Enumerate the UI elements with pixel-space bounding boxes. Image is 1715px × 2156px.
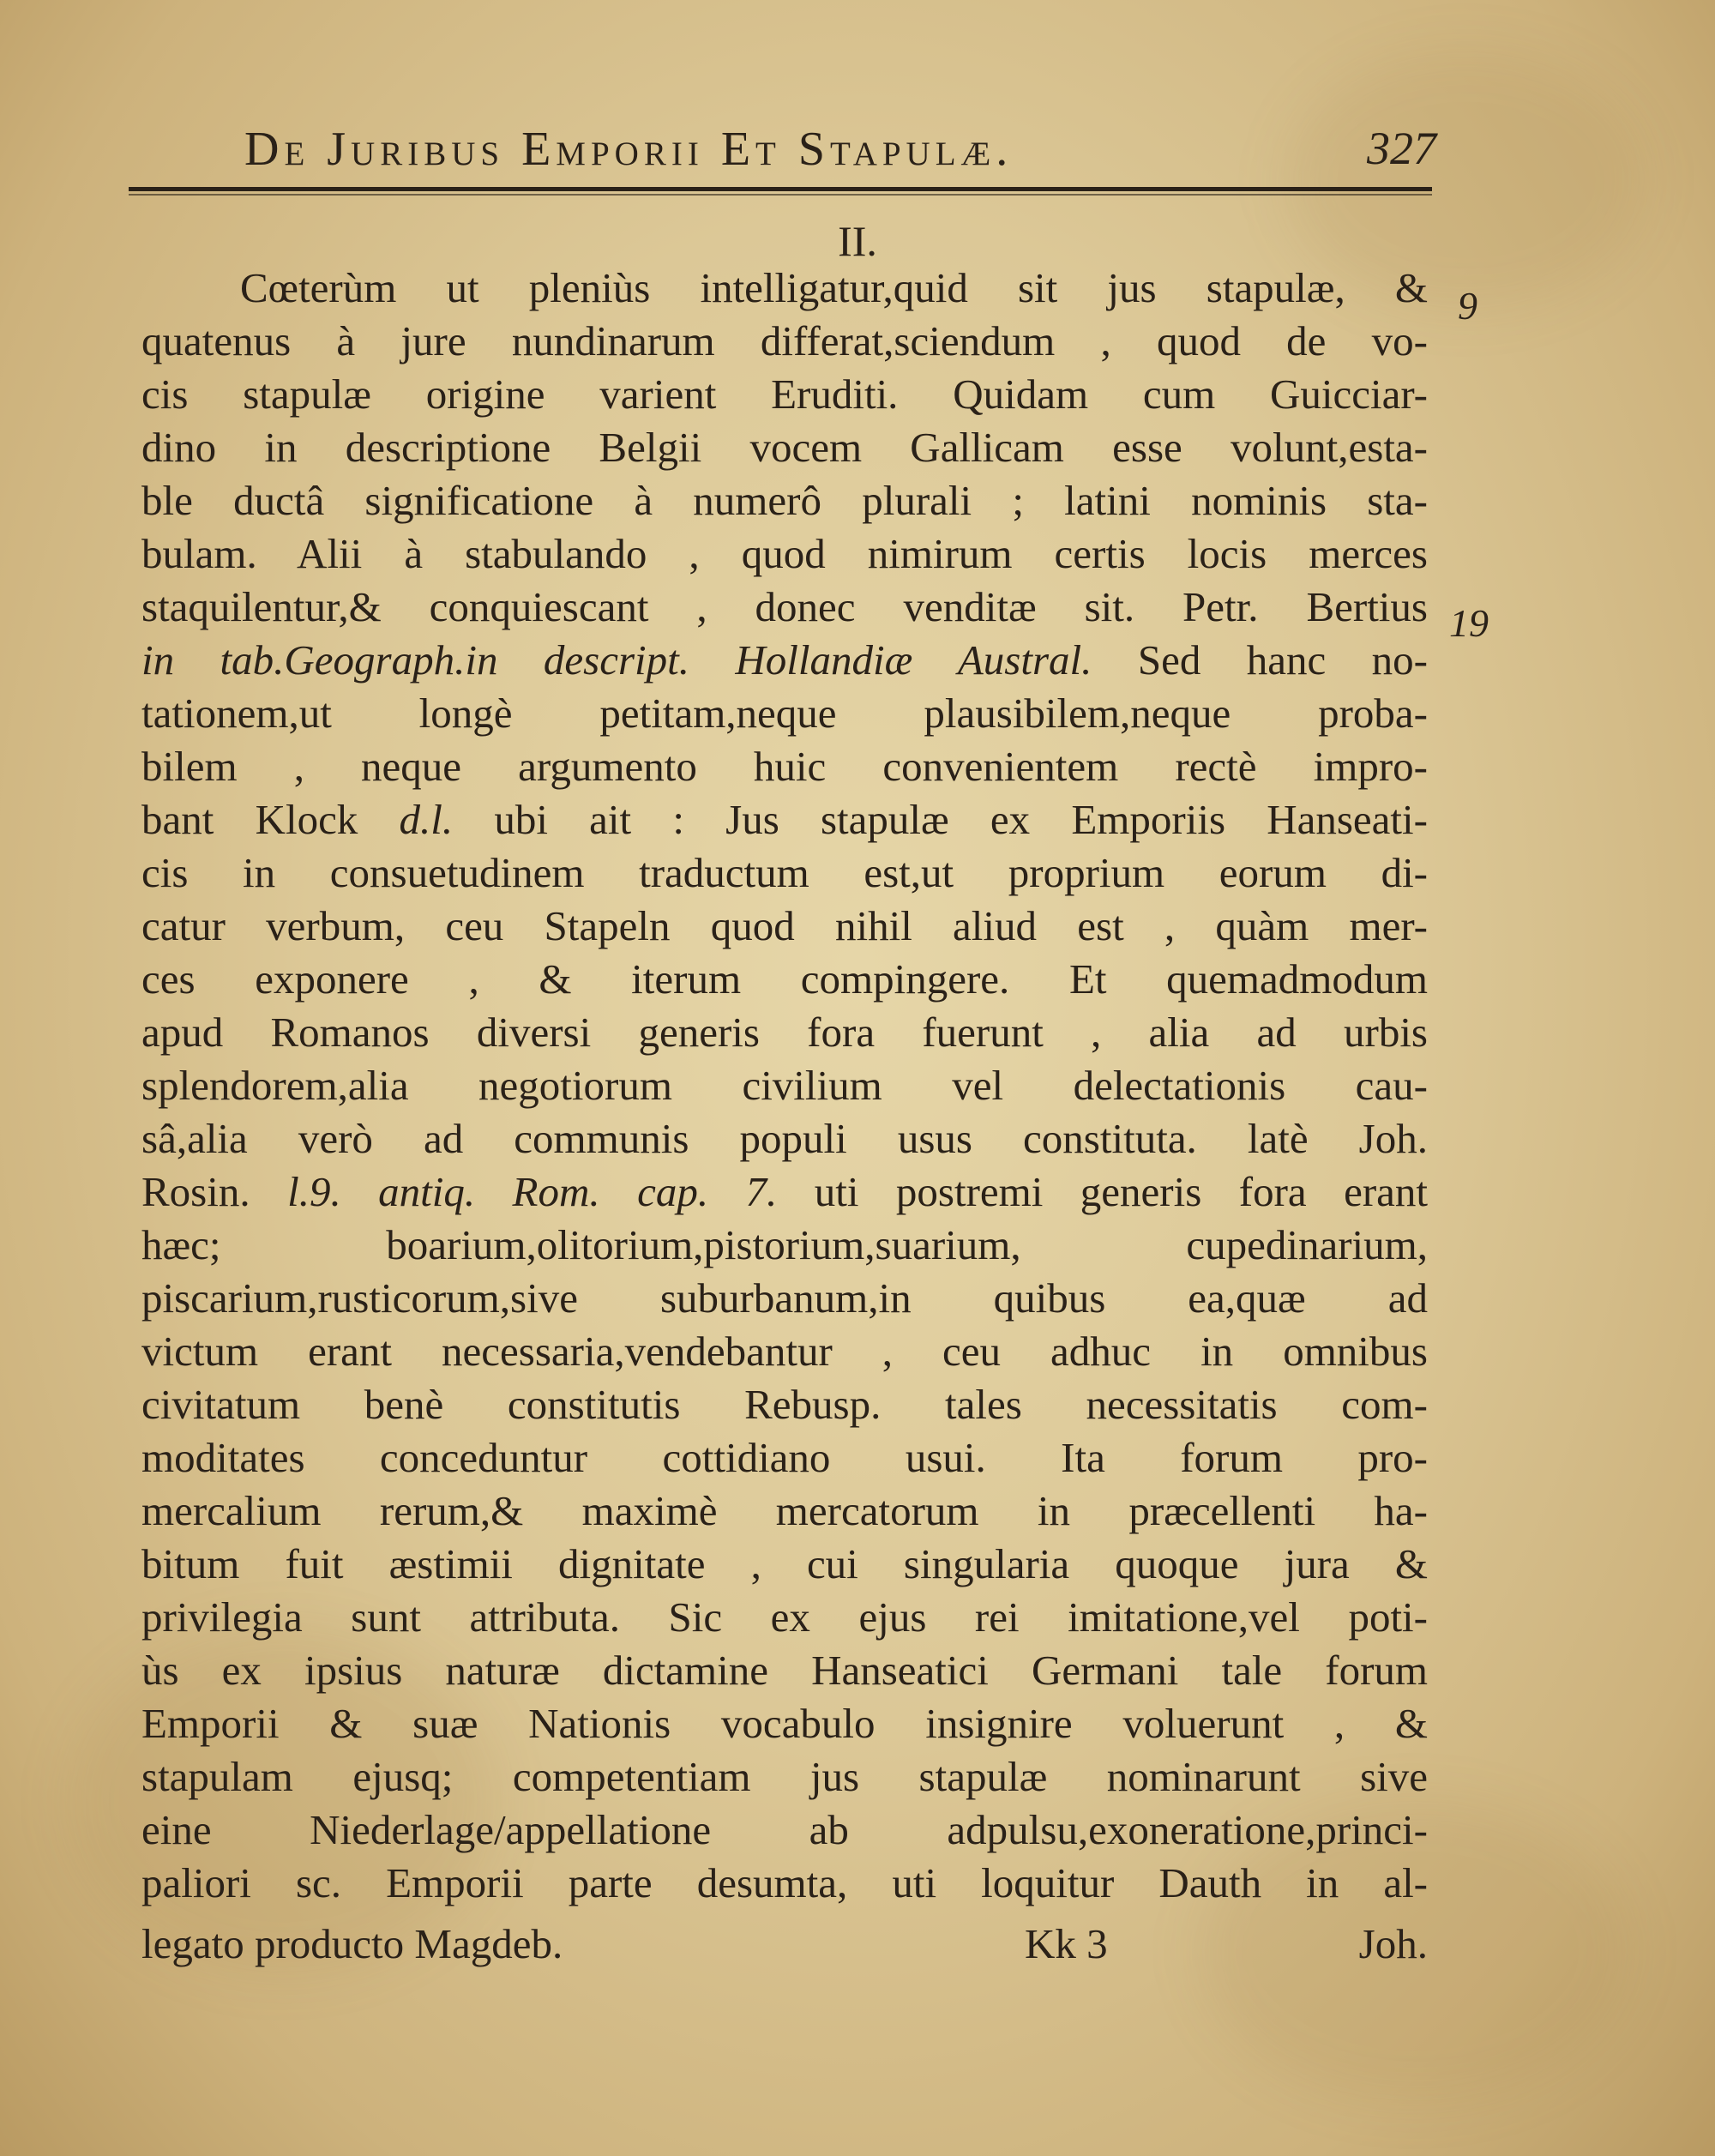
body-text <box>141 262 1428 1910</box>
text-fragment: Sed hanc no- <box>1137 636 1428 684</box>
text-line: stapulam ejusq; competentiam jus stapulæ nominarunt sive <box>141 1753 1428 1800</box>
text-line: bulam. Alii à stabulando , quod nimirum certis locis merces <box>141 530 1428 577</box>
text-line: ces exponere , & iterum compingere. Et quemadmodum <box>141 955 1428 1003</box>
catchword: Joh. <box>1358 1920 1428 1967</box>
section-numeral: II. <box>838 217 877 265</box>
signature-mark: Kk 3 <box>1025 1920 1108 1967</box>
text-line-mixed <box>141 634 1428 687</box>
citation-italic: d.l. <box>399 796 454 843</box>
text-line: piscarium,rusticorum,sive suburbanum,in quibus ea,quæ ad <box>141 1274 1428 1322</box>
text-line: tationem,ut longè petitam,neque plausibilem,neque proba- <box>141 690 1428 737</box>
text-line-mixed <box>141 793 1428 846</box>
text-line: ble ductâ significatione à numerô plurali ; latini nominis sta- <box>141 477 1428 524</box>
text-line: Emporii & suæ Nationis vocabulo insignire voluerunt , & <box>141 1700 1428 1747</box>
text-line: apud Romanos diversi generis fora fuerunt , alia ad urbis <box>141 1009 1428 1056</box>
margin-note-9: 9 <box>1458 284 1477 328</box>
margin-note-19: 19 <box>1449 601 1489 645</box>
running-title: De Juribus Emporii Et Stapulæ. <box>244 123 1014 176</box>
last-text-line: legato producto Magdeb. <box>141 1920 563 1967</box>
text-line: staquilentur,& conquiescant , donec venditæ sit. Petr. Bertius <box>141 583 1428 630</box>
text-line: splendorem,alia negotiorum civilium vel delectationis cau- <box>141 1062 1428 1109</box>
text-line: cis stapulæ origine varient Eruditi. Quidam cum Guicciar- <box>141 370 1428 418</box>
text-line: bitum fuit æstimii dignitate , cui singularia quoque jura & <box>141 1540 1428 1587</box>
page-number: 327 <box>1367 123 1436 174</box>
text-line: catur verbum, ceu Stapeln quod nihil aliud est , quàm mer- <box>141 902 1428 949</box>
text-fragment: bant Klock <box>141 796 358 843</box>
text-line: cis in consuetudinem traductum est,ut proprium eorum di- <box>141 849 1428 896</box>
text-line: quatenus à jure nundinarum differat,sciendum , quod de vo- <box>141 317 1428 364</box>
citation-italic: l.9. antiq. Rom. cap. 7. <box>287 1168 778 1215</box>
text-fragment: ubi ait : Jus stapulæ ex Emporiis Hanseati- <box>494 796 1428 843</box>
text-line: sâ,alia verò ad communis populi usus constituta. latè Joh. <box>141 1115 1428 1162</box>
text-line: Cœterùm ut pleniùs intelligatur,quid sit jus stapulæ, & <box>240 264 1428 311</box>
text-line: bilem , neque argumento huic convenientem rectè impro- <box>141 743 1428 790</box>
catchword-line <box>141 1919 1428 1979</box>
text-line: victum erant necessaria,vendebantur , ceu adhuc in omnibus <box>141 1328 1428 1375</box>
page-header <box>244 122 1445 182</box>
text-line-mixed <box>141 1165 1428 1219</box>
text-line: civitatum benè constitutis Rebusp. tales necessitatis com- <box>141 1381 1428 1428</box>
header-rule-thin <box>129 194 1432 196</box>
citation-italic: in tab.Geograph.in descript. Hollandiæ Austral. <box>141 636 1092 684</box>
text-fragment: uti postremi generis fora erant <box>814 1168 1428 1215</box>
header-rule <box>129 187 1432 191</box>
text-line: moditates conceduntur cottidiano usui. Ita forum pro- <box>141 1434 1428 1481</box>
text-line: mercalium rerum,& maximè mercatorum in præcellenti ha- <box>141 1487 1428 1534</box>
text-line: dino in descriptione Belgii vocem Gallicam esse volunt,esta- <box>141 424 1428 471</box>
text-line: hæc; boarium,olitorium,pistorium,suarium, cupedinarium, <box>141 1221 1428 1268</box>
text-line: paliori sc. Emporii parte desumta, uti loquitur Dauth in al- <box>141 1859 1428 1906</box>
text-line: eine Niederlage/appellatione ab adpulsu,exoneratione,princi- <box>141 1806 1428 1853</box>
text-fragment: Rosin. <box>141 1168 250 1215</box>
text-line: ùs ex ipsius naturæ dictamine Hanseatici Germani tale forum <box>141 1647 1428 1694</box>
text-line: privilegia sunt attributa. Sic ex ejus rei imitatione,vel poti- <box>141 1593 1428 1641</box>
